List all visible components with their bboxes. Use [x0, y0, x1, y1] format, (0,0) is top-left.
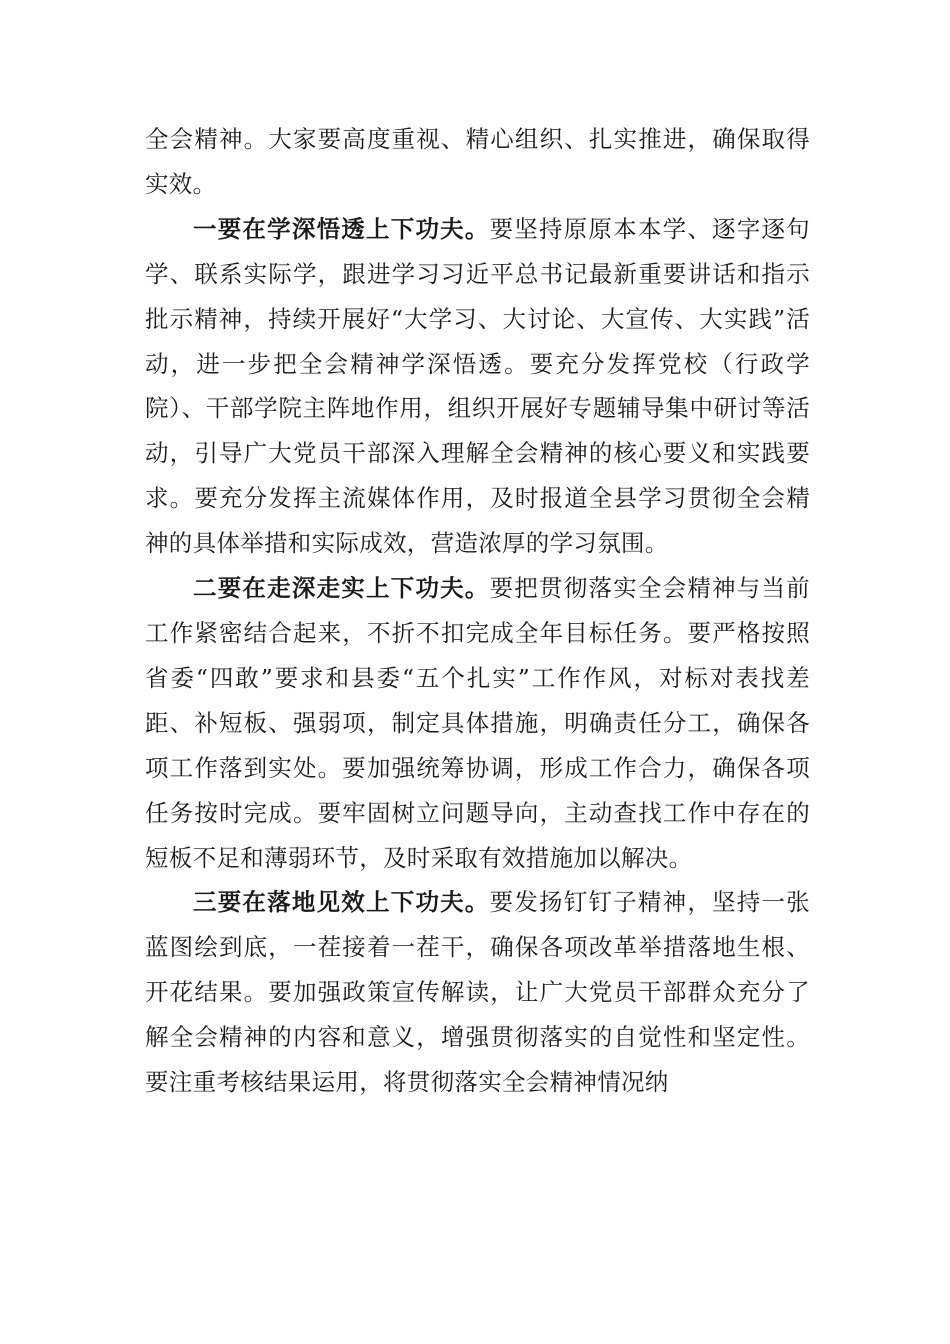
paragraph-heading: 二要在走深走实上下功夫。: [193, 574, 490, 603]
paragraph-heading: 三要在落地见效上下功夫。: [193, 888, 490, 917]
paragraph-text: 要发扬钉钉子精神，坚持一张蓝图绘到底，一茬接着一茬干，确保各项改革举措落地生根、开花结果。要加强政策宣传解读，让广大党员干部群众充分了解全会精神的内容和意义，增强贯彻落实的自觉性和坚定性。要注重考核结果运用，将贯彻落实全会精神情况纳: [145, 888, 810, 1097]
paragraph-text: 全会精神。大家要高度重视、精心组织、扎实推进，确保取得实效。: [145, 125, 810, 198]
paragraph-point-one: [145, 207, 810, 566]
paragraph-point-two: [145, 566, 810, 880]
paragraph-continuation: [145, 117, 810, 207]
paragraph-text: 要把贯彻落实全会精神与当前工作紧密结合起来，不折不扣完成全年目标任务。要严格按照省委“四敢”要求和县委“五个扎实”工作作风，对标对表找差距、补短板、强弱项，制定具体措施，明确责任分工，确保各项工作落到实处。要加强统筹协调，形成工作合力，确保各项任务按时完成。要牢固树立问题导向，主动查找工作中存在的短板不足和薄弱环节，及时采取有效措施加以解决。: [145, 574, 810, 872]
paragraph-heading: 一要在学深悟透上下功夫。: [193, 214, 490, 243]
paragraph-point-three: [145, 880, 810, 1105]
paragraph-text: 要坚持原原本本学、逐字逐句学、联系实际学，跟进学习习近平总书记最新重要讲话和指示批示精神，持续开展好“大学习、大讨论、大宣传、大实践”活动，进一步把全会精神学深悟透。要充分发挥党校（行政学院）、干部学院主阵地作用，组织开展好专题辅导集中研讨等活动，引导广大党员干部深入理解全会精神的核心要义和实践要求。要充分发挥主流媒体作用，及时报道全县学习贯彻全会精神的具体举措和实际成效，营造浓厚的学习氛围。: [145, 214, 810, 558]
document-body: [145, 117, 810, 1105]
